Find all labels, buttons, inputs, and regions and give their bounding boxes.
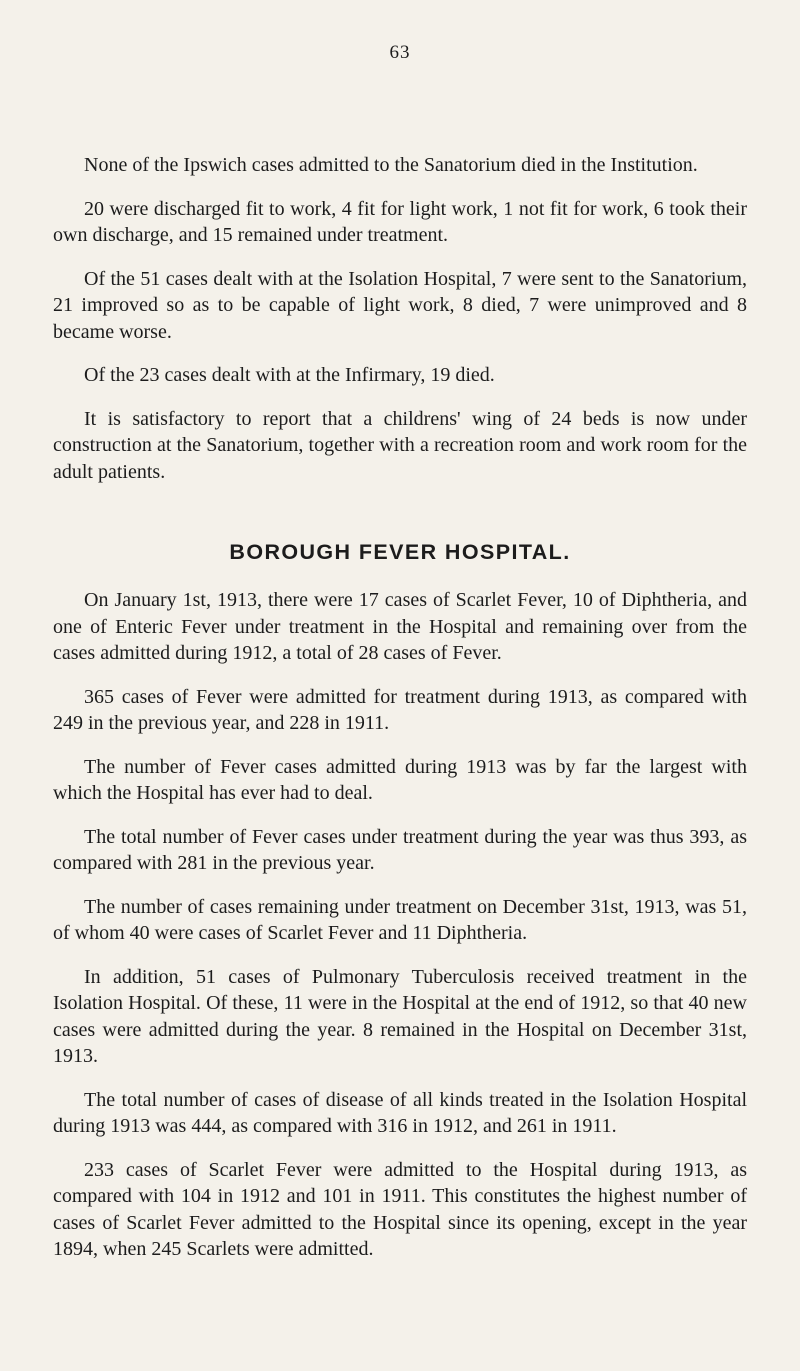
paragraph-discharge-outcomes: 20 were discharged fit to work, 4 fit for light work, 1 not fit for work, 6 took their own discharge, and 15 remained under treatment.	[53, 197, 747, 246]
paragraph-total-under-treatment: The total number of Fever cases under treatment during the year was thus 393, as compared with 281 in the previous year.	[53, 825, 747, 874]
page-number: 63	[389, 42, 411, 63]
paragraph-pulmonary-tuberculosis: In addition, 51 cases of Pulmonary Tuberculosis received treatment in the Isolation Hospital. Of these, 11 were in the Hospital at the end of 1912, so that 40 new cases were admitted during the year. 8 remained in the Hospital on December 31st, 1913.	[53, 965, 747, 1067]
paragraph-isolation-hospital-cases: Of the 51 cases dealt with at the Isolation Hospital, 7 were sent to the Sanatorium, 21 improved so as to be capable of light work, 8 died, 7 were unimproved and 8 became worse.	[53, 267, 747, 343]
paragraph-admissions-1913: 365 cases of Fever were admitted for treatment during 1913, as compared with 249 in the previous year, and 228 in 1911.	[53, 685, 747, 734]
paragraph-scarlet-fever: 233 cases of Scarlet Fever were admitted to the Hospital during 1913, as compared with 104 in 1912 and 101 in 1911. This constitutes the highest number of cases of Scarlet Fever admitted to the Hospital since its opening, except in the year 1894, when 245 Scarlets were admitted.	[53, 1158, 747, 1260]
paragraph-total-all-kinds: The total number of cases of disease of all kinds treated in the Isolation Hospital during 1913 was 444, as compared with 316 in 1912, and 261 in 1911.	[53, 1088, 747, 1137]
section-heading: BOROUGH FEVER HOSPITAL.	[229, 540, 571, 564]
paragraph-largest-number: The number of Fever cases admitted during 1913 was by far the largest with which the Hospital has ever had to deal.	[53, 755, 747, 804]
paragraph-infirmary-cases: Of the 23 cases dealt with at the Infirmary, 19 died.	[84, 364, 495, 386]
paragraph-remaining-december: The number of cases remaining under treatment on December 31st, 1913, was 51, of whom 40 were cases of Scarlet Fever and 11 Diphtheria.	[53, 895, 747, 944]
paragraph-january-cases: On January 1st, 1913, there were 17 cases of Scarlet Fever, 10 of Diphtheria, and one of Enteric Fever under treatment in the Hospital and remaining over from the cases admitted during 1912, a total of 28 cases of Fever.	[53, 589, 747, 664]
paragraph-childrens-wing: It is satisfactory to report that a childrens' wing of 24 beds is now under construction at the Sanatorium, together with a recreation room and work room for the adult patients.	[53, 407, 747, 483]
paragraph-ipswich-cases: None of the Ipswich cases admitted to the Sanatorium died in the Institution.	[84, 154, 698, 176]
page-body	[53, 152, 747, 1280]
